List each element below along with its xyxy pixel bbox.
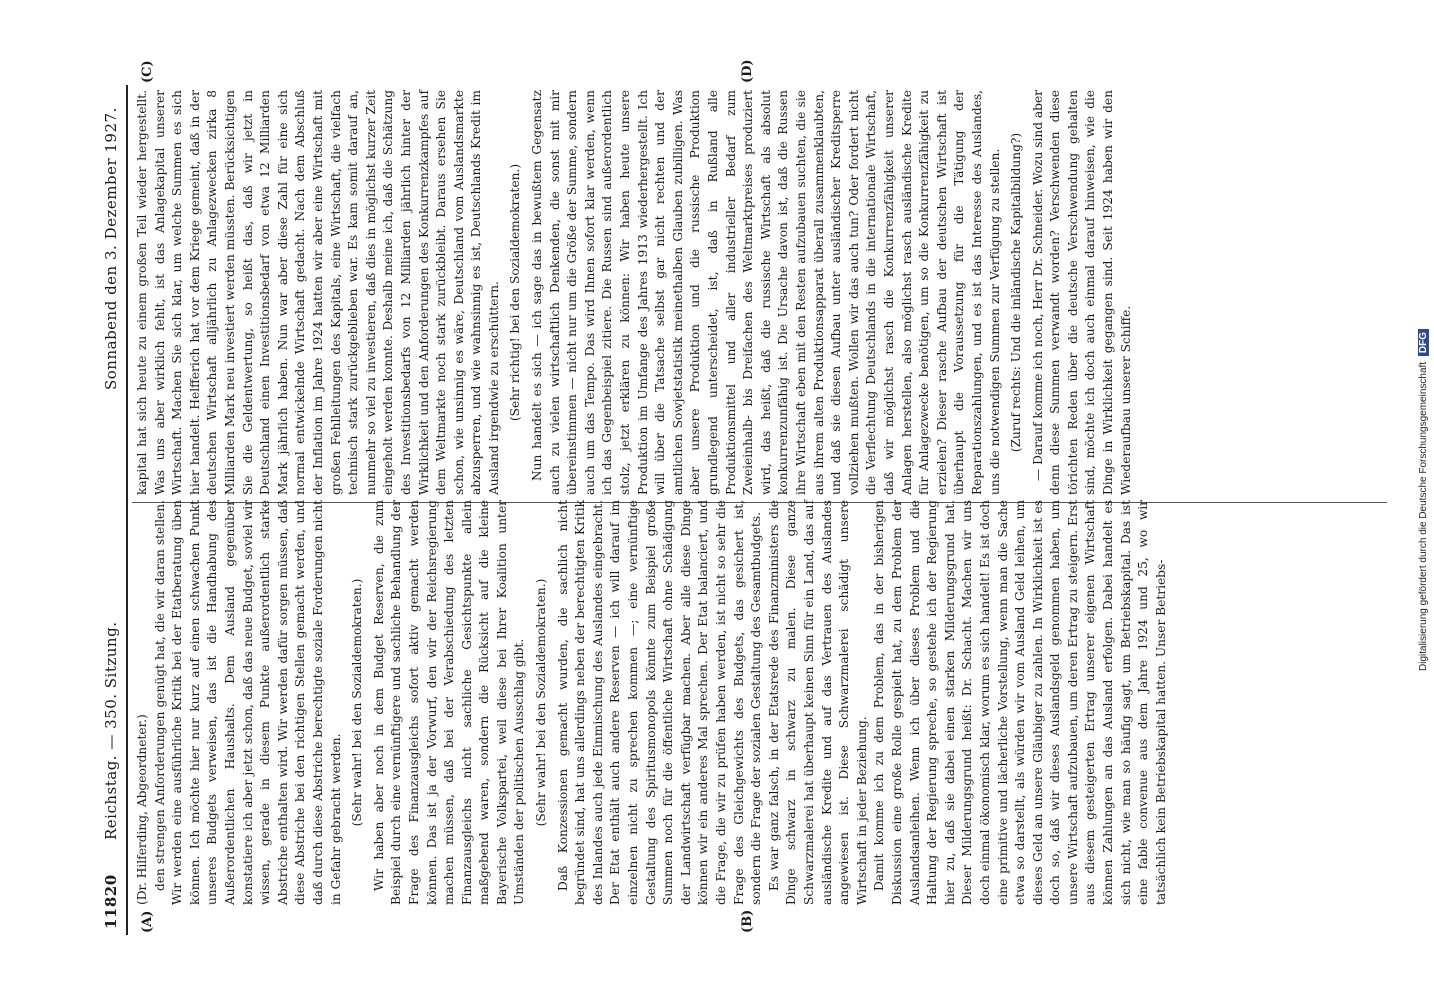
digitization-credit: [1418, 329, 1429, 671]
page-number: 11820: [102, 874, 120, 929]
session-title: Reichstag. — 350. Sitzung.: [102, 621, 120, 840]
paragraph: Wir haben aber noch in dem Budget Reserven, die zum Beispiel durch eine vernünftigere und sachliche Behandlung der Frage des Finanzausgleichs sofort aktiv gemacht werden können. Das ist ja der Vorwurf, den wir der Reichsregierung machen müssen, daß bei der Verabschiedung des letzten Finanzausgleichs nicht sachliche Gesichtspunkte allein maßgebend waren, sondern die Rücksicht auf die kleine Bayerische Volkspartei, weil diese bei Ihrer Koalition unter Umständen der politischen Ausschlag gibt.: [371, 500, 527, 905]
paragraph: kapital hat sich heute zu einem großen Teil wieder hergestellt. Was uns aber wirklich fehlt, ist das Anlagekapital unserer Wirtschaft. Machen Sie sich klar, um welche Summen es sich hier handelt. Helfferich hat vor dem Kriege gemeint, daß in der deutschen Wirtschaft alljährlich zu Anlagezwecken zirka 8 Milliarden Mark neu investiert werden müssten. Berücksichtigen Sie die Geldentwertung, so heißt das, daß wir jetzt in Deutschland einen Investitionsbedarf von etwa 12 Milliarden Mark jährlich haben. Nun war aber diese Zahl für eine sich normal entwickelnde Wirtschaft gedacht. Nach dem Abschluß der Inflation im Jahre 1924 hatten wir aber eine Wirtschaft mit großen Fehlleitungen des Kapitals, eine Wirtschaft, die vielfach technisch stark zurückgeblieben war. Es kam somit darauf an, nunmehr so viel zu investieren, daß dies in möglichst kurzer Zeit eingeholt werden konnte. Deshalb meine ich, daß die Schätzung des Investitionsbedarfs von 12 Milliarden jährlich hinter der Wirklichkeit und den Anforderungen des Konkurrenzkampfes auf dem Weltmarkte noch stark zurückbleibt. Daraus ersehen Sie schon, wie unsinnig es wäre, Deutschland vom Auslandsmarkte abzusperren, und wie wahnsinnig es ist, Deutschlands Kredit im Ausland irgendwie zu erschüttern.: [135, 90, 501, 495]
paragraph: Es war ganz falsch, in der Etatsrede des Finanzministers die Dinge schwarz in schwarz zu malen. Diese ganze Schwarzmalerei hat überhaupt keinen Sinn für ein Land, das auf ausländische Kredite und auf das Vertrauen des Auslandes angewiesen ist. Diese Schwarzmalerei schädigt unsere Wirtschaft in jeder Beziehung.: [766, 500, 869, 905]
margin-mark-d: (D): [740, 59, 755, 83]
interjection: (Sehr richtig! bei den Sozialdemokraten.): [508, 163, 523, 422]
paragraph: den strengen Anforderungen genügt hat, die wir daran stellen. Wir werden eine ausführliche Kritik bei der Etatberatung üben können. Ich möchte hier nur kurz auf einen schwachen Punkt unseres Budgets verweisen, das ist die Handhabung des Außerordentlichen Haushalts. Dem Ausland gegenüber konstatiere ich aber jetzt schon, daß das neue Budget, soviel wir wissen, gerade in diesem Punkte außerordentlich starke Abstriche enthalten wird. Wir werden dafür sorgen müssen, daß diese Abstriche bei den richtigen Stellen gemacht werden, und daß durch diese Abstriche berechtigte soziale Forderungen nicht in Gefahr gebracht werden.: [152, 500, 343, 905]
interjection: (Sehr wahr! bei den Sozialdemokraten.): [350, 578, 365, 827]
margin-mark-b: (B): [740, 909, 755, 933]
interjection: (Sehr wahr! bei den Sozialdemokraten.): [534, 578, 549, 827]
margin-mark-a: (A): [140, 910, 155, 933]
session-date: Sonnabend den 3. Dezember 1927.: [102, 107, 120, 390]
interjection: (Zuruf rechts: Und die inländische Kapitalbildung?): [1009, 132, 1024, 453]
paragraph: Nun handelt es sich — ich sage das in bewußtem Gegensatz auch zu vielen wirtschaftlich Denkenden, die sonst mit mir übereinstimmen — nicht nur um die Größe der Summe, sondern auch um das Tempo. Das wird Ihnen sofort klar werden, wenn ich das Gegenbeispiel zitiere. Die Russen sind außerordentlich stolz, jetzt erklären zu können: Wir haben heute unsere Produktion im Umfange des Jahres 1913 wiederhergestellt. Ich will über die Tatsache selbst gar nicht rechten und der amtlichen Sowjetstatistik meinethalben Glauben zubilligen. Was aber unsere Produktion und die russische Produktion grundlegend unterscheidet, ist, daß in Rußland alle Produktionsmittel und aller industrieller Bedarf zum Zweieinhalb- bis Dreifachen des Weltmarktpreises produziert wird, das heißt, daß die russische Wirtschaft als absolut konkurrenzunfähig ist. Die Ursache davon ist, daß die Russen ihre Wirtschaft eben mit den Resten aufzubauen suchten, die sie aus ihrem alten Produktionsapparat überall zusammenklaubten, und daß sie diesen Aufbau unter ausländischer Kreditsperre vollziehen mußten. Wollen wir das auch tun? Oder fordert nicht die Verflechtung Deutschlands in die internationale Wirtschaft, daß wir möglichst rasch die Konkurrenzfähigkeit unserer Anlagen herstellen, also möglichst rasch ausländische Kredite für Anlagezwecke benötigen, um so die Konkurrenzfähigkeit zu erzielen? Dieser rasche Aufbau der deutschen Wirtschaft ist überhaupt die Voraussetzung für die Tätigung der Reparationszahlungen, und es ist das Interesse des Auslandes, uns die notwendigen Summen zur Verfügung zu stellen.: [530, 90, 1002, 495]
credit-text: Digitalisierung gefördert durch die Deutsche Forschungsgemeinschaft: [1418, 361, 1429, 671]
speaker-line: (Dr. Hilferding, Abgeordneter.): [135, 714, 149, 905]
paragraph: Daß Konzessionen gemacht wurden, die sachlich nicht begründet sind, hat uns allerdings neben der berechtigten Kritik des Inlandes auch jede Einmischung des Auslandes eingebracht. Der Etat enthält auch andere Reserven — ich will darauf im einzelnen nicht zu sprechen kommen —; eine vernünftige Gestaltung des Spiritusmonopols könnte zum Beispiel große Summen noch für die öffentliche Wirtschaft ohne Schädigung der Landwirtschaft verfügbar machen. Aber alle diese Dinge können wir ein anderes Mal sprechen. Der Etat balanciert, und die Frage, die wir zu prüfen haben werden, ist nicht so sehr die Frage des Gleichgewichts des Budgets, das gesichert ist, sondern die Frage der sozialen Gestaltung des Gesamtbudgets.: [555, 500, 764, 905]
paragraph: Damit komme ich zu dem Problem, das in der bisherigen Diskussion eine große Rolle gespielt hat, zu dem Problem der Auslandsanleihen. Wenn ich über dieses Problem und die Haltung der Regierung spreche, so gestehe ich der Regierung hier zu, daß sie dabei einen starken Milderungsgrund hat. Dieser Milderungsgrund heißt: Dr. Schacht. Machen wir uns doch einmal ökonomisch klar, worum es sich handelt! Es ist doch eine primitive und lächerliche Vorstellung, wenn man die Sache etwa so darstellt, als würden wir vom Ausland Geld leihen, um dieses Geld an unsere Gläubiger zu zahlen. In Wirklichkeit ist es doch so, daß wir dieses Auslandsgeld genommen haben, um unsere Wirtschaft aufzubauen, um deren Ertrag zu steigern. Erst aus diesem gesteigerten Ertrag unserer eigenen Wirtschaft können Zahlungen an das Ausland erfolgen. Dabei handelt es sich nicht, wie man so häufig sagt, um Betriebskapital. Das ist eine fable convenue aus dem Jahre 1924 und 25, wo wir tatsächlich kein Betriebskapital hatten. Unser Betriebs-: [872, 500, 1168, 905]
running-header: [100, 85, 126, 935]
right-column: [134, 90, 1135, 495]
header-rule: [126, 85, 128, 935]
rotated-page-content: [100, 59, 1400, 935]
margin-mark-c: (C): [140, 60, 155, 83]
paragraph: — Darauf komme ich noch, Herr Dr. Schneider. Wozu sind aber denn diese Summen verwandt worden? Verschwenden diese törichten Reden über die deutsche Verschwendung gehalten sind, möchte ich doch auch einmal darauf hinweisen, wie die Dinge in Wirklichkeit gegangen sind. Seit 1924 haben wir den Wiederaufbau unserer Schiffe.: [1030, 90, 1133, 495]
left-column: [134, 500, 1170, 905]
dfg-logo: DFG: [1418, 329, 1429, 356]
